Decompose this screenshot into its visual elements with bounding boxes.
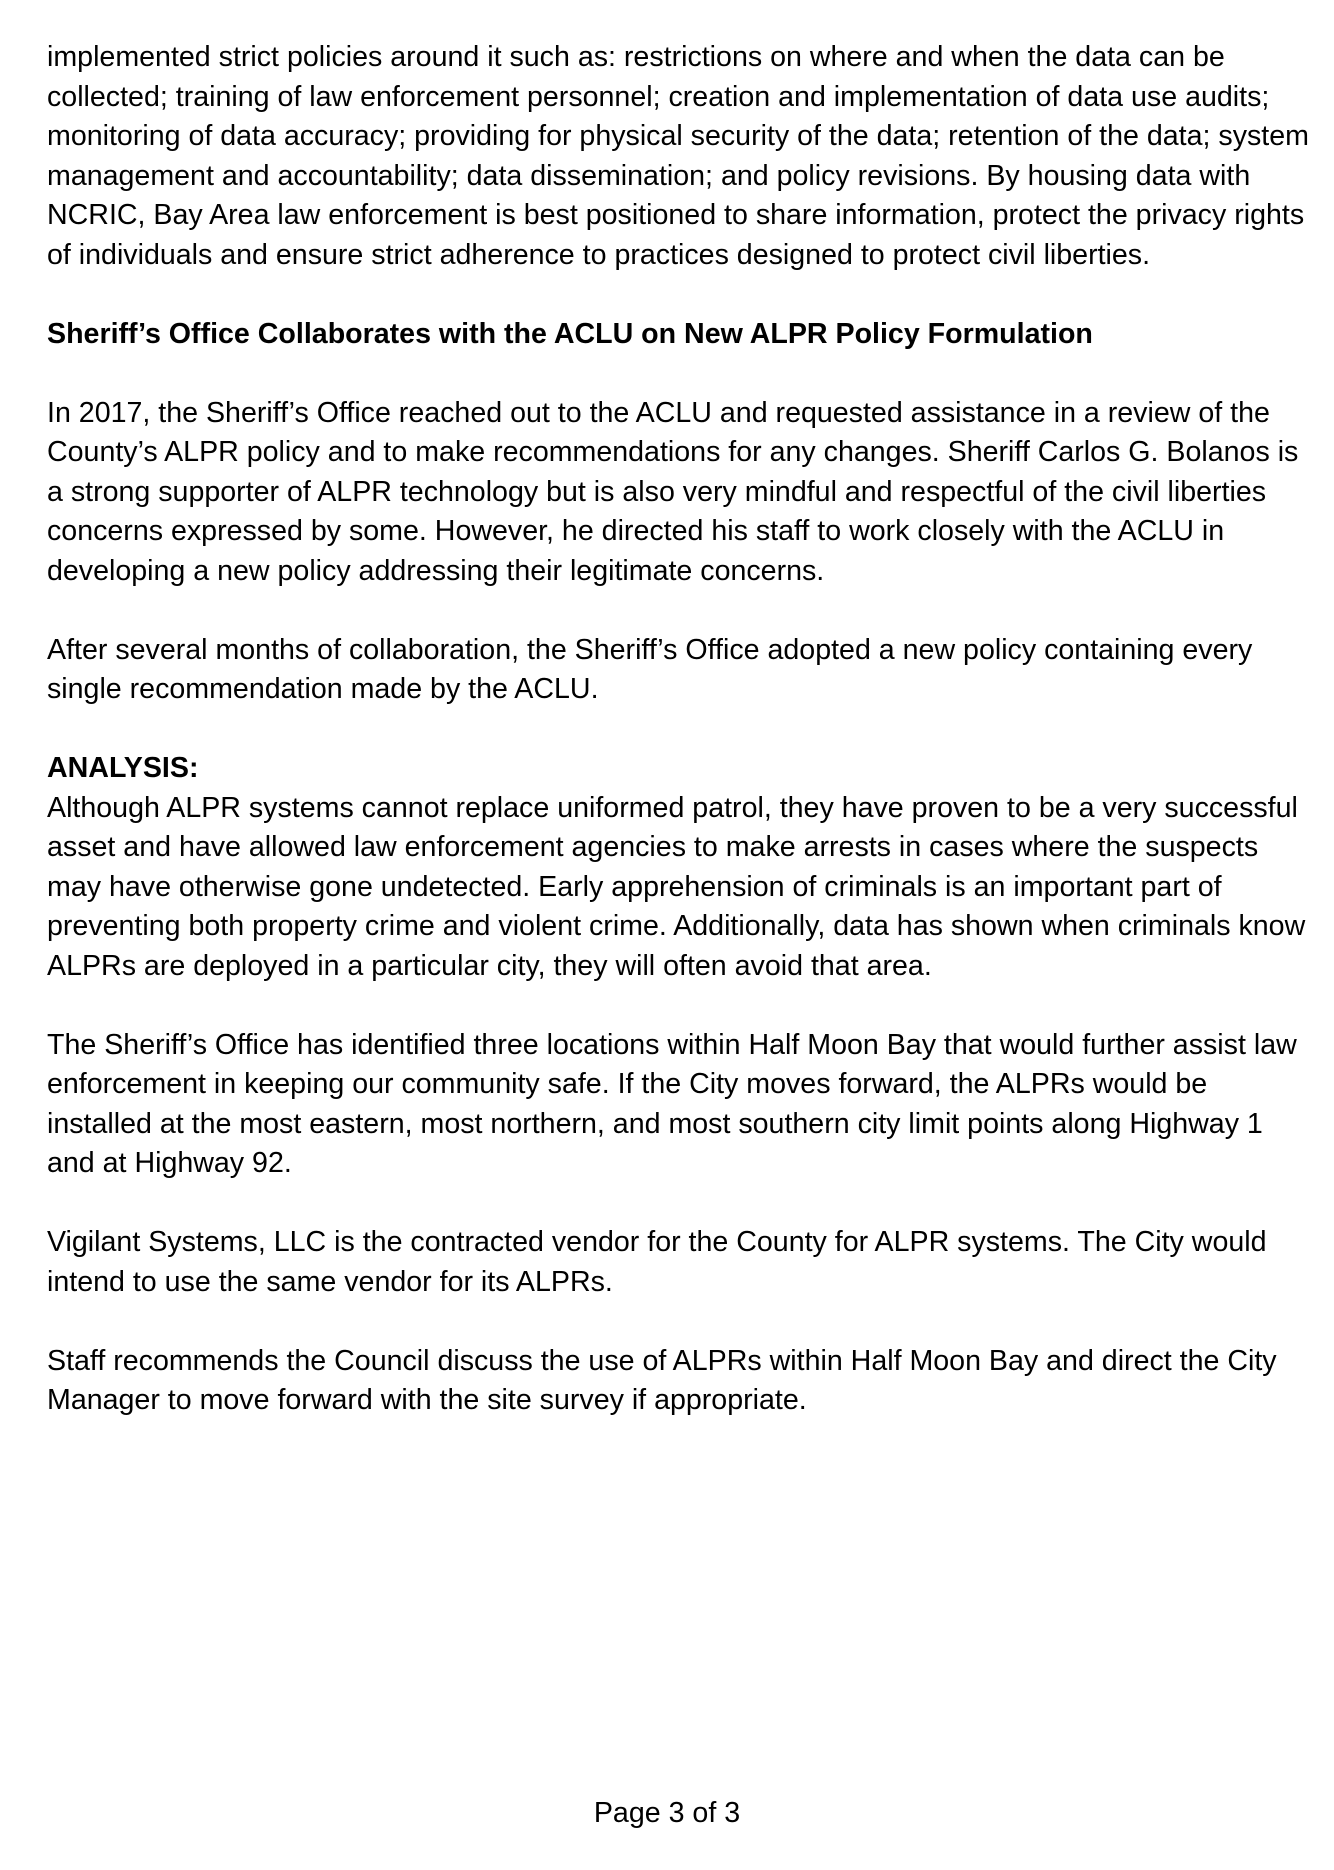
spacer (47, 1184, 1309, 1224)
paragraph-analysis: Although ALPR systems cannot replace uniformed patrol, they have proven to be a very successful asset and have allowed law enforcement agencies to make arrests in cases where the suspects may have otherwise gone undetected. Early apprehension of criminals is an important part of preventing both property crime and violent crime. Additionally, data has shown when criminals know ALPRs are deployed in a particular city, they will often avoid that area. (47, 791, 1306, 982)
spacer (47, 986, 1309, 1026)
paragraph-aclu-request: In 2017, the Sheriff’s Office reached out to the ACLU and requested assistance in a review of the County’s ALPR policy and to make recommendations for any changes. Sheriff Carlos G. Bolanos is a strong supporter of ALPR technology but is also very mindful and respectful of the civil liberties concerns expressed by some. However, he directed his staff to work closely with the ACLU in developing a new policy addressing their legitimate concerns. (47, 396, 1299, 587)
spacer (47, 1302, 1309, 1342)
spacer (47, 275, 1309, 315)
paragraph-new-policy: After several months of collaboration, the Sheriff’s Office adopted a new policy containing every single recommendation made by the ACLU. (47, 633, 1253, 705)
section-heading-analysis: ANALYSIS: (47, 752, 199, 784)
spacer (47, 710, 1309, 750)
spacer (47, 591, 1309, 631)
paragraph-policies: implemented strict policies around it such as: restrictions on where and when the data can be collected; training of law enforcement personnel; creation and implementation of data use audits; monitoring of data accuracy; providing for physical security of the data; retention of the data; system management and accountability; data dissemination; and policy revisions. By housing data with NCRIC, Bay Area law enforcement is best positioned to share information, protect the privacy rights of individuals and ensure strict adherence to practices designed to protect civil liberties. (47, 41, 1309, 271)
paragraph-locations: The Sheriff’s Office has identified three locations within Half Moon Bay that would further assist law enforcement in keeping our community safe. If the City moves forward, the ALPRs would be installed at the most eastern, most northern, and most southern city limit points along Highway 1 and at Highway 92. (47, 1028, 1297, 1179)
section-heading-aclu-collaboration: Sheriff’s Office Collaborates with the ACLU on New ALPR Policy Formulation (47, 317, 1093, 350)
page-number-footer: Page 3 of 3 (593, 1797, 741, 1829)
spacer (47, 354, 1309, 394)
paragraph-recommendation: Staff recommends the Council discuss the use of ALPRs within Half Moon Bay and direct the City Manager to move forward with the site survey if appropriate. (47, 1344, 1277, 1416)
paragraph-vendor: Vigilant Systems, LLC is the contracted vendor for the County for ALPR systems. The City would intend to use the same vendor for its ALPRs. (47, 1226, 1267, 1298)
page-body (47, 38, 1309, 1421)
